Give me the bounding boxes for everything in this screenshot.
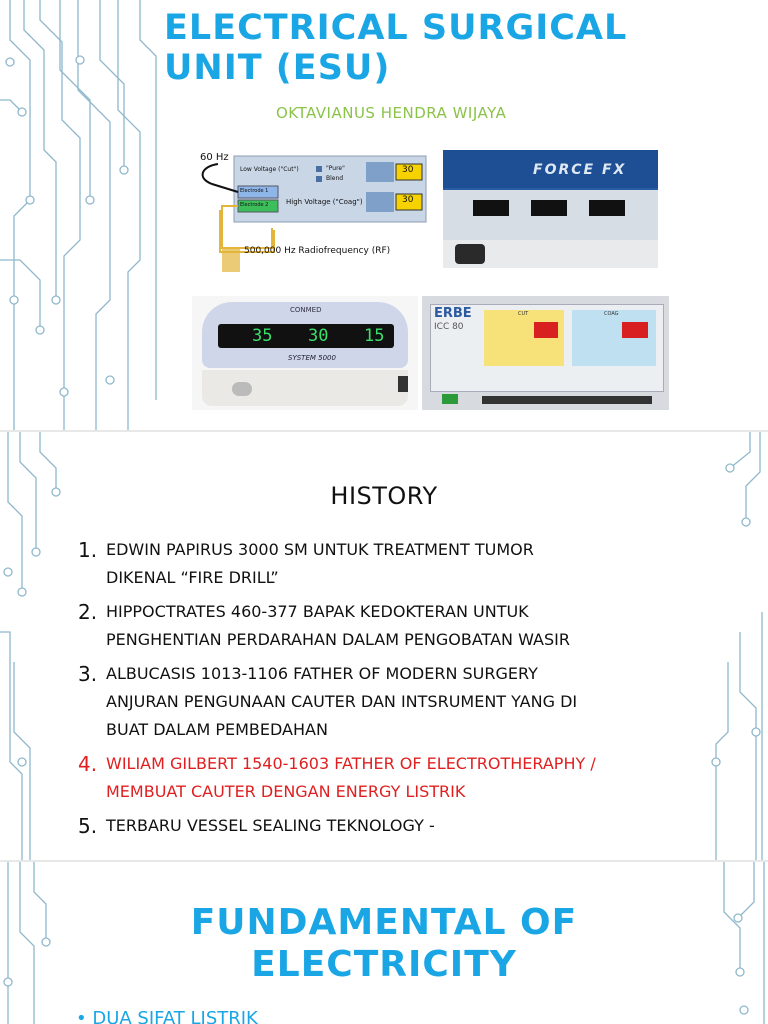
list-item-number: 5. xyxy=(78,814,98,838)
system-5000-knob xyxy=(232,382,252,396)
slide-title-heading xyxy=(164,8,627,88)
system-5000-label: SYSTEM 5000 xyxy=(288,354,336,362)
list-item-line: ANJURAN PENGUNAAN CAUTER DAN INTSRUMENT YANG DI xyxy=(106,692,578,711)
slide-history xyxy=(0,432,768,860)
erbe-model: ICC 80 xyxy=(434,322,464,332)
history-list xyxy=(74,536,714,846)
list-item-number: 1. xyxy=(78,538,98,562)
list-item-line: PENGHENTIAN PERDARAHAN DALAM PENGOBATAN WASIR xyxy=(106,630,570,649)
erbe-generator-image xyxy=(422,296,669,410)
list-item xyxy=(74,812,714,840)
circuit-decoration-left xyxy=(0,0,160,430)
list-item-line: ALBUCASIS 1013-1106 FATHER OF MODERN SURGERY xyxy=(106,664,538,683)
diagram-blend-label: Blend xyxy=(326,175,344,182)
erbe-cut-display xyxy=(534,322,558,338)
title-line-1: FUNDAMENTAL OF xyxy=(190,902,578,943)
force-fx-display-2 xyxy=(531,200,567,216)
erbe-coag-panel xyxy=(572,310,656,366)
list-item-highlighted xyxy=(74,750,714,806)
system-5000-generator-image xyxy=(192,296,418,410)
list-item-line: BUAT DALAM PEMBEDAHAN xyxy=(106,720,328,739)
diagram-pure-label: "Pure" xyxy=(326,165,345,172)
erbe-coag-label: COAG xyxy=(604,311,619,317)
diagram-rf-label: 500,000 Hz Radiofrequency (RF) xyxy=(244,246,391,256)
system-5000-readout-3: 15 xyxy=(364,326,385,346)
list-item-line: EDWIN PAPIRUS 3000 SM UNTUK TREATMENT TUMOR xyxy=(106,540,534,559)
force-fx-socket xyxy=(455,244,485,264)
list-item xyxy=(74,660,714,744)
diagram-freq-in-label: 60 Hz xyxy=(200,152,229,163)
slide-title xyxy=(0,0,768,430)
list-item-line: TERBARU VESSEL SEALING TEKNOLOGY - xyxy=(106,816,435,835)
diagram-electrode-2-label: Electrode 2 xyxy=(240,202,269,208)
diagram-electrode-1-label: Electrode 1 xyxy=(240,188,269,194)
force-fx-generator-image xyxy=(443,150,658,268)
erbe-power-switch xyxy=(442,394,458,404)
erbe-cut-panel xyxy=(484,310,564,366)
list-item-number: 3. xyxy=(78,662,98,686)
list-item xyxy=(74,536,714,592)
esu-diagram-image xyxy=(192,148,430,280)
erbe-cut-label: CUT xyxy=(518,311,529,317)
author-name: OKTAVIANUS HENDRA WIJAYA xyxy=(276,104,507,122)
title-line-2: UNIT (ESU) xyxy=(164,48,391,88)
history-heading: HISTORY xyxy=(330,482,438,510)
list-item-line: DIKENAL “FIRE DRILL” xyxy=(106,568,279,587)
title-line-2: ELECTRICITY xyxy=(251,944,517,985)
diagram-high-voltage-label: High Voltage ("Coag") xyxy=(286,198,363,206)
list-item-line: MEMBUAT CAUTER DENGAN ENERGY LISTRIK xyxy=(106,782,466,801)
title-line-1: ELECTRICAL SURGICAL xyxy=(164,8,628,48)
list-item-number: 4. xyxy=(78,752,98,776)
fundamental-title xyxy=(0,902,768,986)
erbe-brand: ERBE xyxy=(434,306,472,321)
list-item-line: WILIAM GILBERT 1540-1603 FATHER OF ELECTROTHERAPHY / xyxy=(106,754,596,773)
erbe-coag-display xyxy=(622,322,648,338)
slide-fundamental xyxy=(0,862,768,1024)
diagram-low-voltage-label: Low Voltage ("Cut") xyxy=(240,166,299,173)
system-5000-brand: CONMED xyxy=(290,306,322,314)
erbe-connector-bar xyxy=(482,396,652,404)
esu-diagram-drawing xyxy=(192,148,430,280)
force-fx-label: FORCE FX xyxy=(533,162,627,178)
list-item xyxy=(74,598,714,654)
force-fx-display-1 xyxy=(473,200,509,216)
diagram-readout-2: 30 xyxy=(402,195,414,205)
system-5000-readout-1: 35 xyxy=(252,326,273,346)
diagram-readout-1: 30 xyxy=(402,165,414,175)
bullet-item: • DUA SIFAT LISTRIK xyxy=(76,1008,258,1024)
list-item-number: 2. xyxy=(78,600,98,624)
list-item-line: HIPPOCTRATES 460-377 BAPAK KEDOKTERAN UNTUK xyxy=(106,602,529,621)
system-5000-readout-2: 30 xyxy=(308,326,329,346)
force-fx-display-3 xyxy=(589,200,625,216)
system-5000-switch xyxy=(398,376,408,392)
